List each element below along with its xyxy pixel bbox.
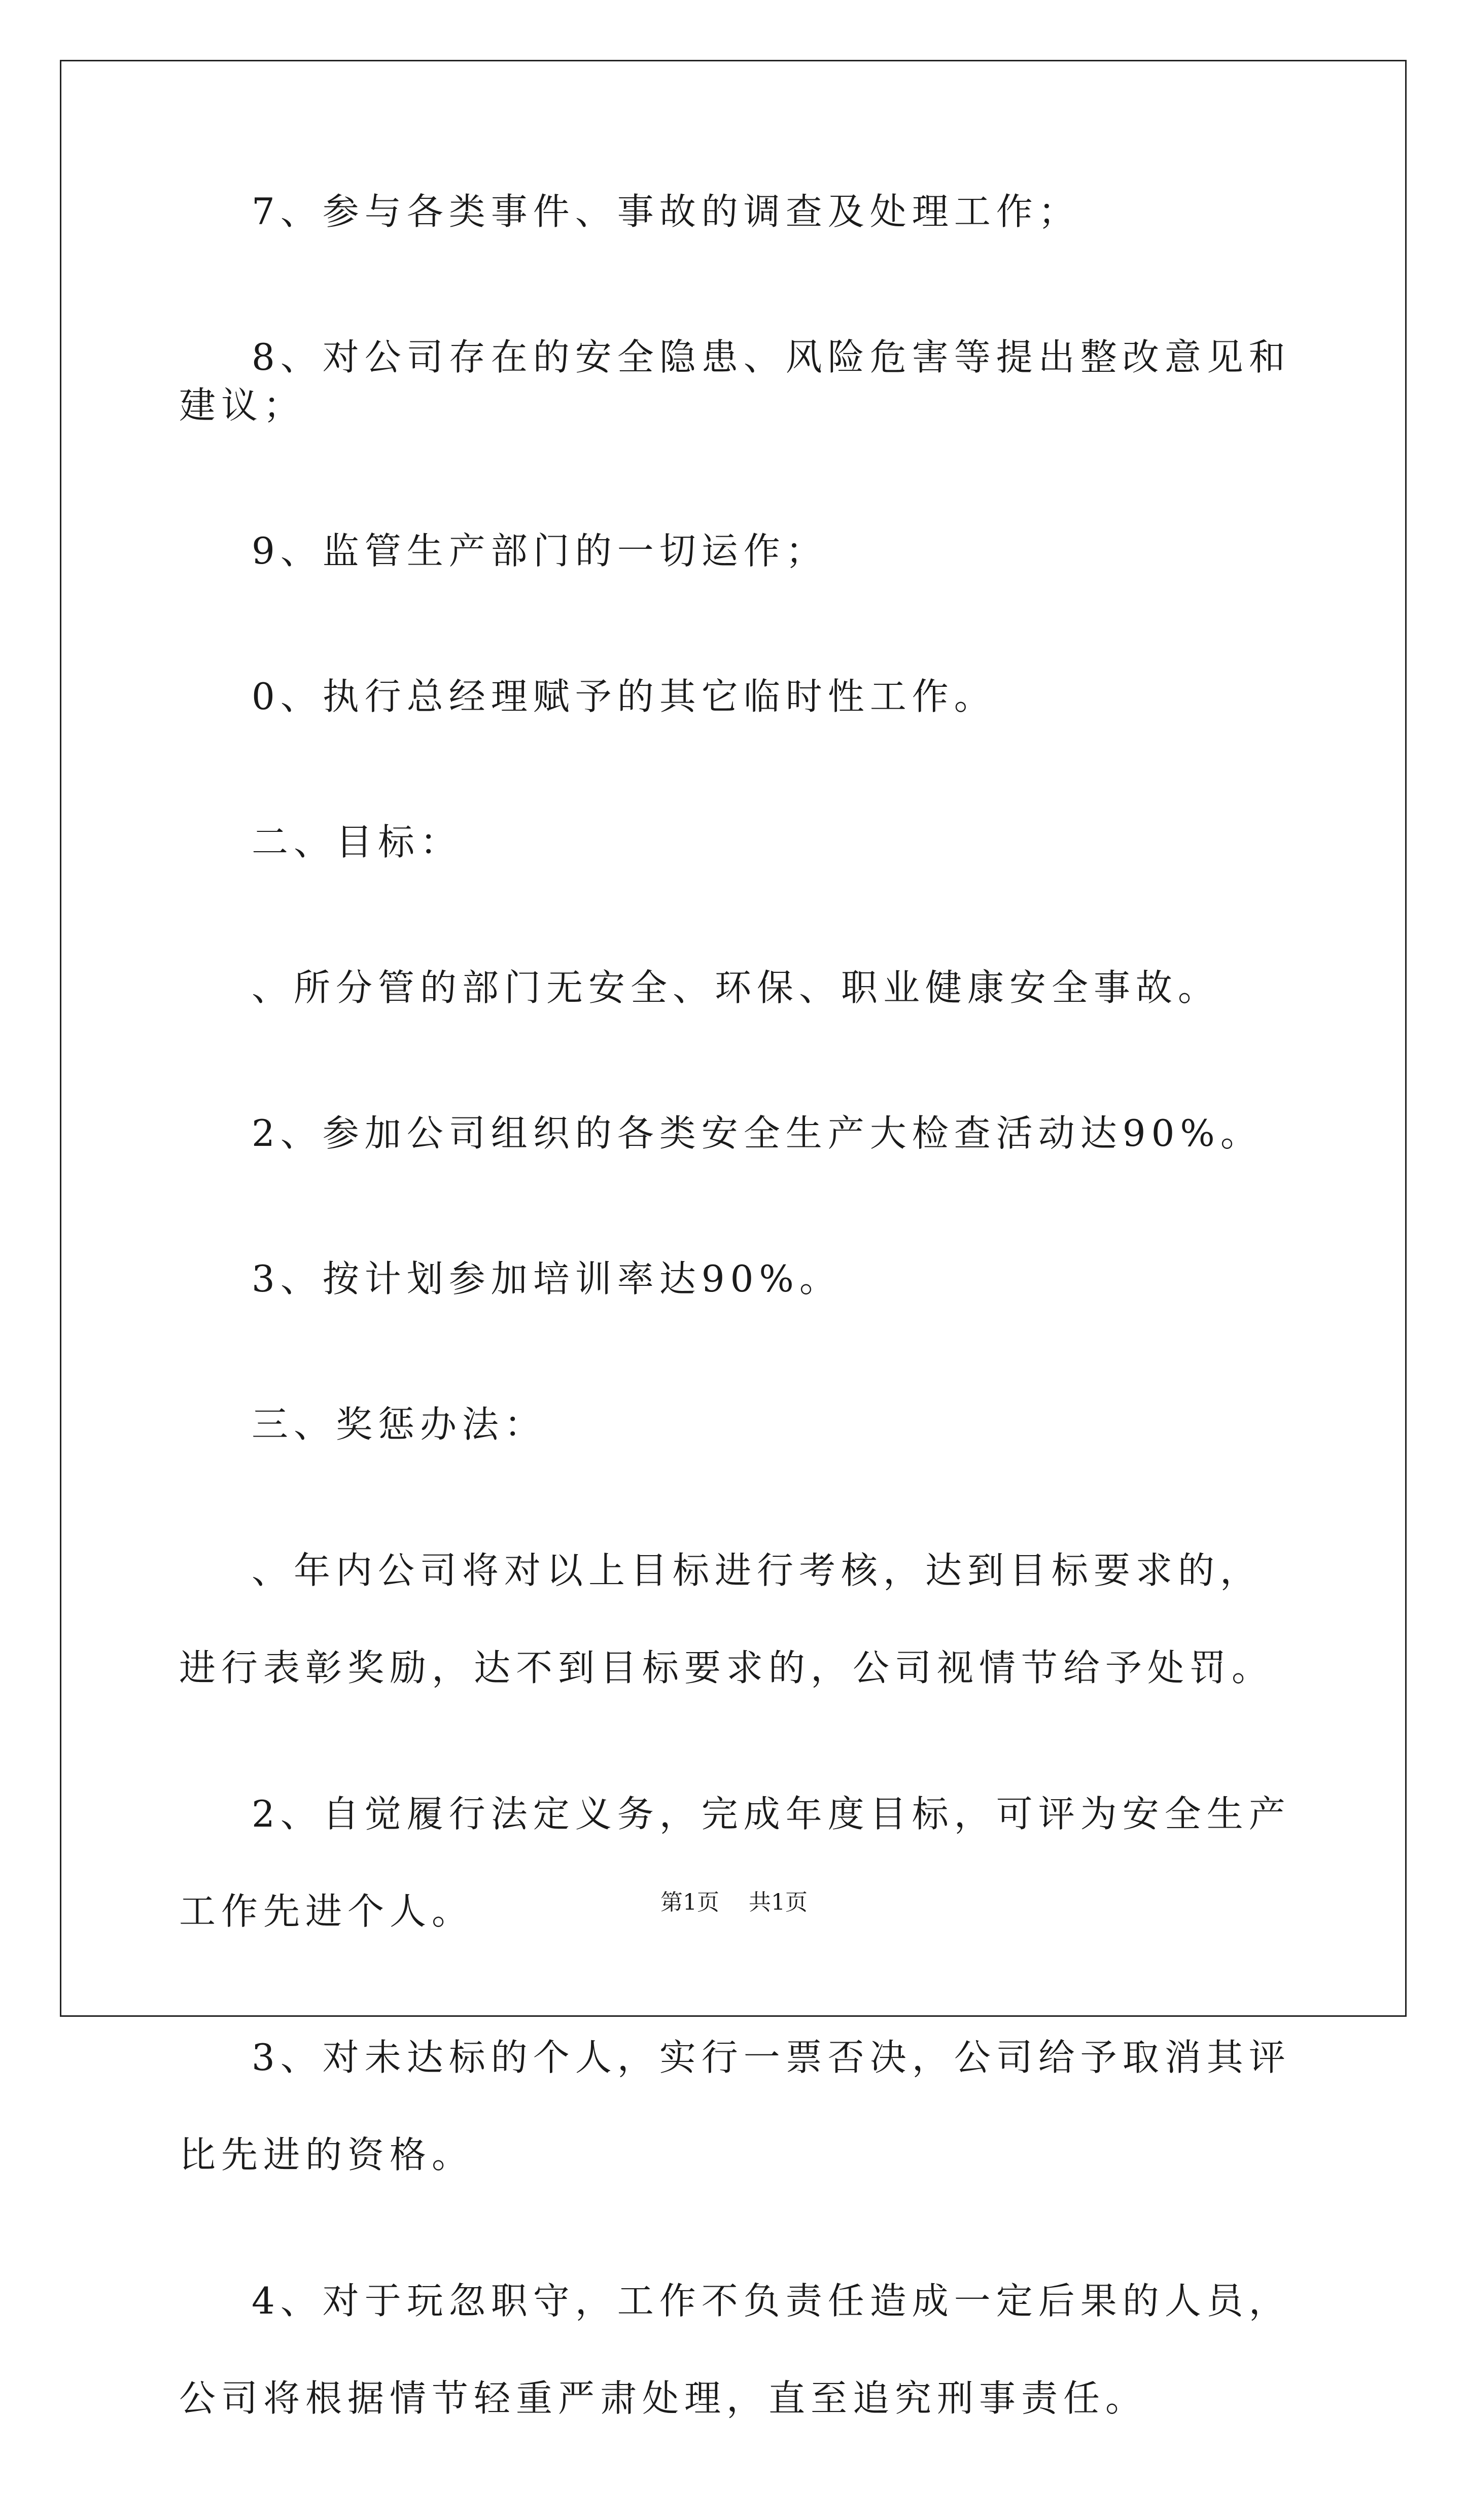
- reward-item-1: 、年内公司将对以上目标进行考核，达到目标要求的，进行表彰奖励，达不到目标要求的，公司视情节给予处罚。: [179, 1549, 1274, 1689]
- page-total: 共1页: [749, 1889, 808, 1915]
- goal-item-1: 、所分管的部门无安全、环保、职业健康安全事故。: [252, 966, 1220, 1009]
- goal-item-3: 3、按计划参加培训率达90%。: [252, 1257, 842, 1300]
- reward-item-2: 2、自觉履行法定义务，完成年度目标，可评为安全生产工作先进个人。: [179, 1793, 1291, 1933]
- page-number: 第1页: [660, 1889, 719, 1915]
- paragraph-item-10: 0、执行总经理赋予的其它临时性工作。: [252, 675, 996, 718]
- reward-item-3: 3、对未达标的个人，实行一票否决，公司给予取消其评比先进的资格。: [179, 2036, 1291, 2176]
- paragraph-item-7: 7、参与各类事件、事故的调查及处理工作；: [252, 190, 1080, 233]
- document-body: [179, 188, 1295, 2520]
- page-footer: [0, 1884, 1468, 1916]
- goal-item-2: 2、参加公司组织的各类安全生产大检查活动达90%。: [252, 1112, 1263, 1154]
- reward-item-4: 4、对于玩忽职守，工作不负责任造成一定后果的人员，公司将根据情节轻重严肃处理，直至追究刑事责任。: [179, 2280, 1291, 2420]
- paragraph-item-8: 8、对公司存在的安全隐患、风险危害等提出整改意见和建议；: [179, 336, 1291, 427]
- section-heading-rewards: 三、奖惩办法：: [252, 1403, 547, 1446]
- paragraph-item-9: 9、监管生产部门的一切运作；: [252, 530, 828, 572]
- section-heading-goals: 二、目标：: [252, 821, 463, 863]
